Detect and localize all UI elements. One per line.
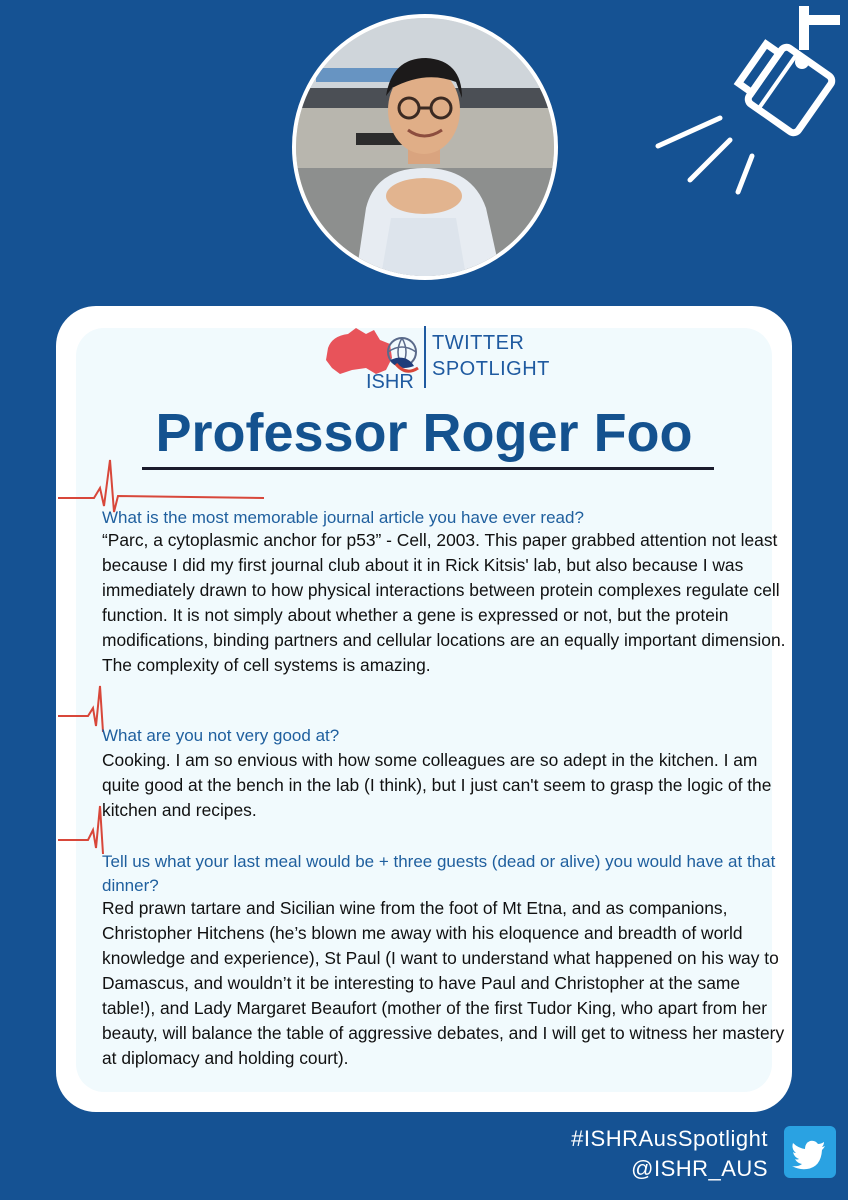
spotlight-icon — [640, 0, 848, 200]
profile-photo — [292, 14, 558, 280]
answer-3: Red prawn tartare and Sicilian wine from the foot of Mt Etna, and as companions, Christopher Hitchens (he’s blown me away with his eloquence and breadth of world knowledge and experience), St Paul (I want to understand what happened on his way to Damascus, and wouldn’t it be interesting to have Paul and Christopher at the same table!), and Lady Margaret Beaufort (mother of the first Tudor King, who apart from her beauty, will balance the table of aggressive debates, and I will get to witness her mastery at diplomacy and holding court). — [102, 898, 785, 1068]
answer-1: “Parc, a cytoplasmic anchor for p53” - Cell, 2003. This paper grabbed attention not least because I did my first journal club about it in Rick Kitsis' lab, but also because I was immediately drawn to how physical interactions between protein complexes regulate cell function. It is not simply about whether a gene is expressed or not, but the protein modifications, binding partners and cellular locations are an equally important dimension. The complexity of cell systems is amazing. — [102, 530, 786, 675]
question-1: What is the most memorable journal article you have ever read? — [102, 508, 584, 527]
logo-divider — [424, 326, 426, 388]
hashtag: #ISHRAusSpotlight — [571, 1126, 768, 1151]
twitter-spotlight-badge — [432, 330, 550, 382]
badge-line-1: TWITTER — [432, 332, 525, 354]
ishr-logo-text: ISHR — [366, 371, 414, 392]
twitter-bird-icon — [784, 1126, 836, 1178]
question-3: Tell us what your last meal would be + three guests (dead or alive) you would have at that dinner? — [102, 852, 776, 895]
question-2: What are you not very good at? — [102, 726, 340, 745]
heartbeat-icon — [58, 680, 104, 738]
twitter-handle: @ISHR_AUS — [631, 1156, 768, 1181]
australia-map-icon — [322, 322, 434, 392]
portrait-illustration — [296, 18, 554, 276]
twitter-badge[interactable] — [784, 1126, 836, 1178]
page-title: Professor Roger Foo — [155, 403, 693, 463]
answer-2: Cooking. I am so envious with how some colleagues are so adept in the kitchen. I am quite good at the bench in the lab (I think), but I just can't seem to grasp the logic of the kitchen and recipes. — [102, 750, 772, 820]
badge-line-2: SPOTLIGHT — [432, 358, 550, 380]
heartbeat-icon — [58, 800, 104, 858]
